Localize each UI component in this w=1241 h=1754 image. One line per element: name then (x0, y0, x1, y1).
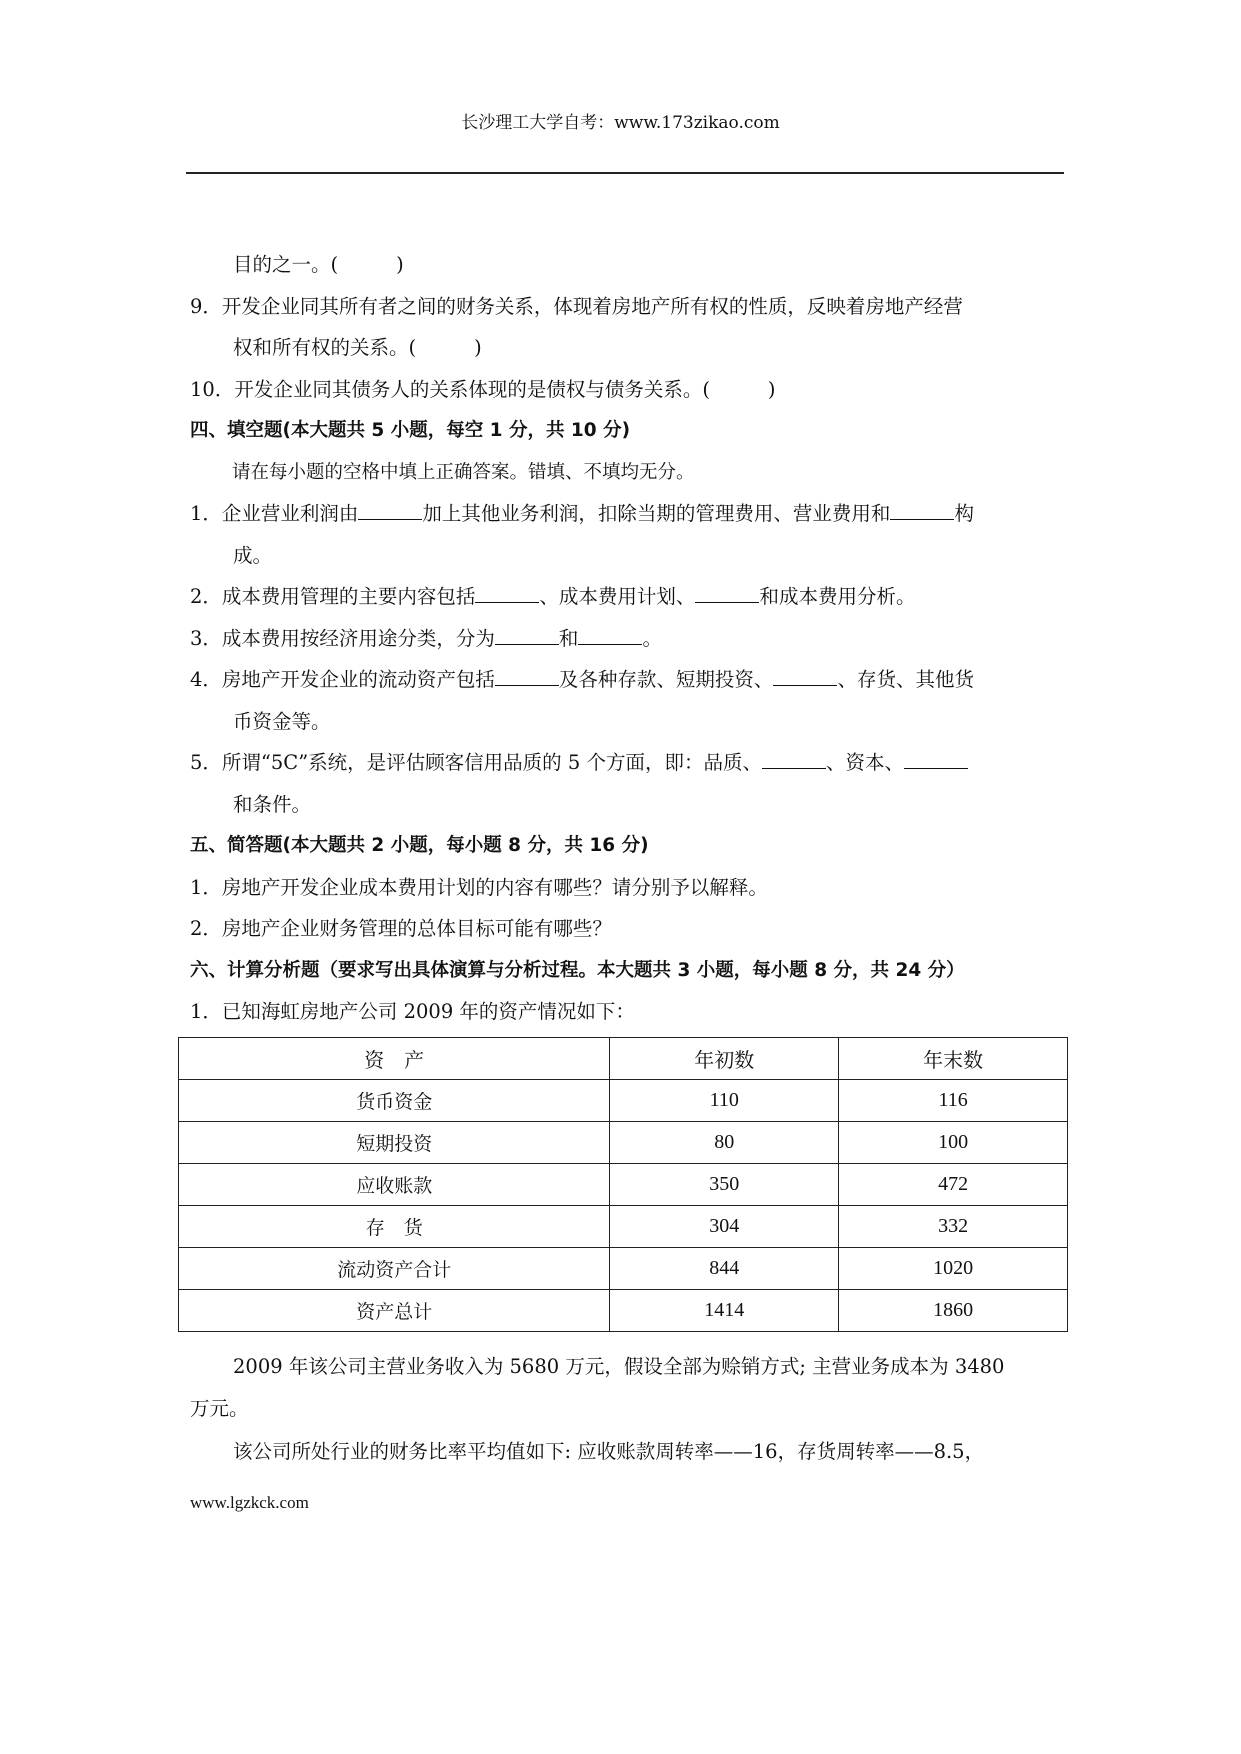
cell-value: 1414 (610, 1290, 839, 1332)
short-answer-1: 1．房地产开发企业成本费用计划的内容有哪些？请分别予以解释。 (190, 875, 768, 899)
table-row (179, 1164, 1068, 1206)
column-header: 年末数 (839, 1038, 1068, 1080)
fill-5-line1: 5．所谓“5C”系统，是评估顾客信用品质的 5 个方面，即：品质、 、资本、 (190, 742, 1058, 784)
column-header: 资 产 (179, 1038, 610, 1080)
question-9-line1: 9．开发企业同其所有者之间的财务关系，体现着房地产所有权的性质，反映着房地产经营 (190, 294, 963, 318)
row-label: 货币资金 (179, 1080, 610, 1122)
cell-value: 332 (839, 1206, 1068, 1248)
table-row (179, 1206, 1068, 1248)
table-row (179, 1080, 1068, 1122)
exam-content (190, 244, 1058, 1033)
answer-blank (695, 582, 759, 603)
revenue-line1: 2009 年该公司主营业务收入为 5680 万元，假设全部为赊销方式; 主营业务成本为 3480 (233, 1355, 1005, 1378)
column-header: 年初数 (610, 1038, 839, 1080)
fill-3: 3．成本费用按经济用途分类，分为 和 。 (190, 618, 1058, 660)
revenue-line2: 万元。 (190, 1396, 249, 1420)
cell-value: 100 (839, 1122, 1068, 1164)
section-5-title: 五、简答题(本大题共 2 小题，每小题 8 分，共 16 分) (190, 835, 649, 856)
table-row (179, 1290, 1068, 1332)
answer-blank (904, 748, 968, 769)
fill-4-line1: 4．房地产开发企业的流动资产包括 及各种存款、短期投资、 、存货、其他货 (190, 659, 1058, 701)
cell-value: 844 (610, 1248, 839, 1290)
cell-value: 110 (610, 1080, 839, 1122)
short-answer-2: 2．房地产企业财务管理的总体目标可能有哪些？ (190, 917, 612, 940)
fill-1-line1: 1．企业营业利润由 加上其他业务利润，扣除当期的管理费用、营业费用和 构 (190, 493, 1058, 535)
row-label: 资产总计 (179, 1290, 610, 1332)
section-4-title: 四、填空题(本大题共 5 小题，每空 1 分，共 10 分) (190, 420, 631, 441)
row-label: 存 货 (179, 1206, 610, 1248)
q8-continuation: 目的之一。( ) (233, 253, 404, 276)
cell-value: 116 (839, 1080, 1068, 1122)
question-10: 10．开发企业同其债务人的关系体现的是债权与债务关系。( ) (190, 377, 776, 401)
cell-value: 1020 (839, 1248, 1068, 1290)
answer-blank (762, 748, 826, 769)
row-label: 应收账款 (179, 1164, 610, 1206)
calc-question-1: 1．已知海虹房地产公司 2009 年的资产情况如下： (190, 1000, 635, 1023)
table-row (179, 1248, 1068, 1290)
cell-value: 304 (610, 1206, 839, 1248)
header-rule (186, 172, 1064, 174)
page-footer: www.lgzkck.com (190, 1493, 309, 1512)
section-6-title: 六、计算分析题（要求写出具体演算与分析过程。本大题共 3 小题，每小题 8 分，共 24 分） (190, 959, 965, 981)
revenue-paragraph (190, 1346, 1058, 1429)
asset-table (178, 1037, 1068, 1332)
cell-value: 1860 (839, 1290, 1068, 1332)
cell-value: 80 (610, 1122, 839, 1164)
page-header: 长沙理工大学自考：www.173zikao.com (461, 113, 780, 133)
answer-blank (578, 624, 642, 645)
cell-value: 472 (839, 1164, 1068, 1206)
answer-blank (475, 582, 539, 603)
industry-ratio-paragraph (190, 1431, 1058, 1473)
answer-blank (890, 499, 954, 520)
answer-blank (773, 665, 837, 686)
fill-4-line2: 币资金等。 (233, 709, 331, 733)
row-label: 短期投资 (179, 1122, 610, 1164)
table-row (179, 1122, 1068, 1164)
fill-5-line2: 和条件。 (233, 792, 312, 816)
row-label: 流动资产合计 (179, 1248, 610, 1290)
answer-blank (495, 665, 559, 686)
answer-blank (358, 499, 422, 520)
fill-2: 2．成本费用管理的主要内容包括 、成本费用计划、 和成本费用分析。 (190, 576, 1058, 618)
section-4-instruction: 请在每小题的空格中填上正确答案。错填、不填均无分。 (232, 461, 695, 483)
table-header-row (179, 1038, 1068, 1080)
question-9-line2: 权和所有权的关系。( ) (233, 336, 482, 359)
industry-ratio-line: 该公司所处行业的财务比率平均值如下: 应收账款周转率——16，存货周转率——8.5， (233, 1440, 985, 1463)
answer-blank (495, 624, 559, 645)
fill-1-line2: 成。 (233, 543, 273, 567)
cell-value: 350 (610, 1164, 839, 1206)
